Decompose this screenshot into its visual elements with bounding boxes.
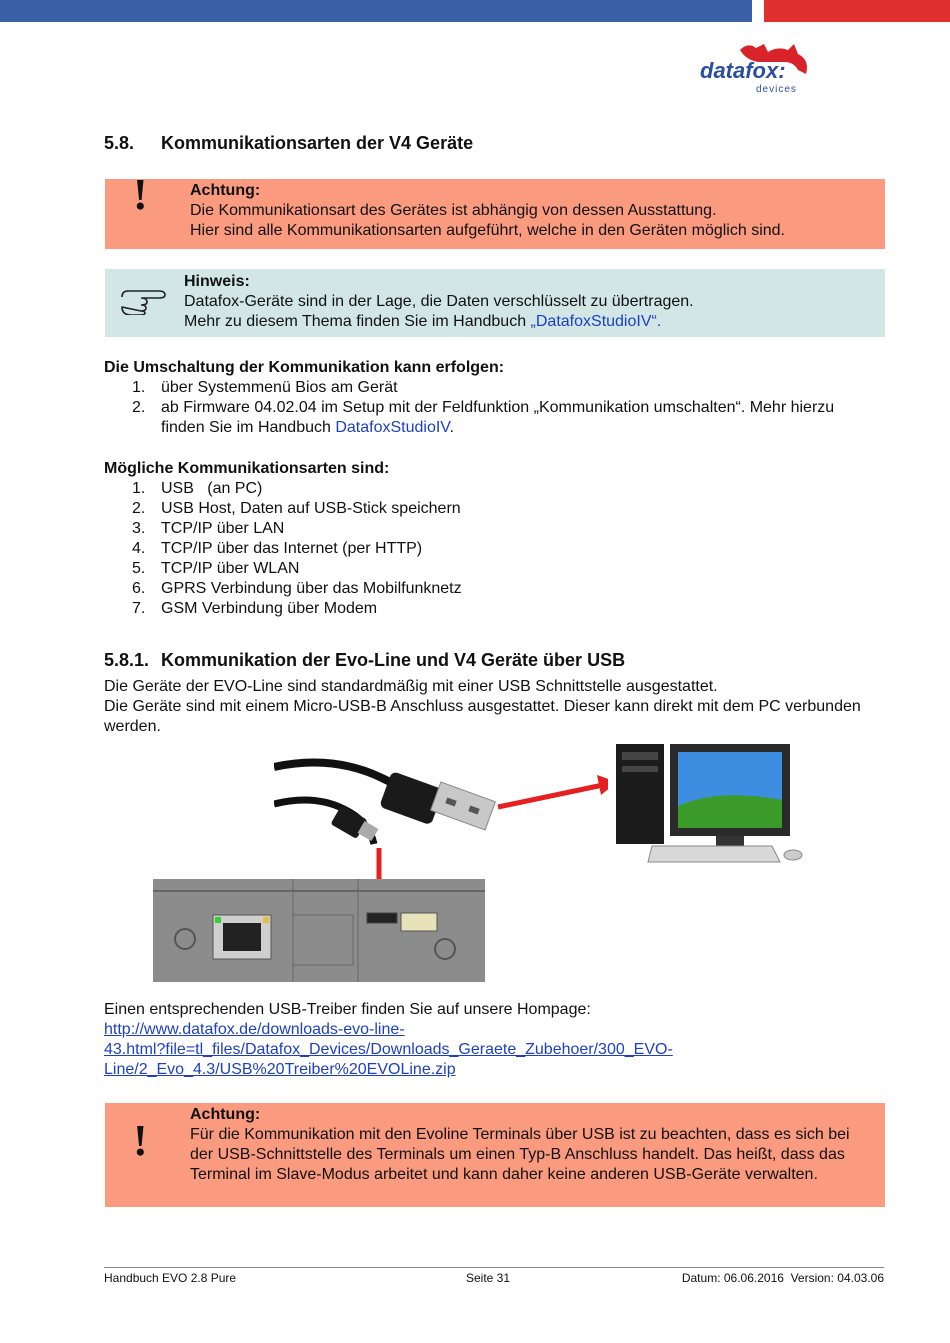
footer-manual: Handbuch EVO 2.8 Pure [104,1271,237,1285]
section-number: 5.8. [104,133,135,153]
list-text: GSM Verbindung über Modem [161,600,378,617]
list-number: 5. [132,560,146,577]
types-list [104,479,884,619]
usb-intro-line: Die Geräte sind mit einem Micro-USB-B Anschluss ausgestattet. Dieser kann direkt mit dem PC verbunden werden. [104,698,861,735]
usb-intro [104,677,884,737]
arrow-right-icon [495,775,620,815]
note-heading: Hinweis: [184,273,250,290]
driver-download-link[interactable]: 43.html?file=tl_files/Datafox_Devices/Downloads_Geraete_Zubehoer/300_EVO- [104,1041,673,1058]
list-number: 3. [132,520,146,537]
svg-text:datafox:: datafox: [700,58,786,83]
pointing-hand-icon [119,285,169,315]
warning-heading: Achtung: [190,182,261,199]
list-item [104,499,884,519]
subsection-heading [104,650,625,671]
device-ports-photo [153,879,485,982]
warning-line: Die Kommunikationsart des Gerätes ist abhängig von dessen Ausstattung. [190,202,717,219]
warning-line: Hier sind alle Kommunikationsarten aufgeführt, welche in den Geräten möglich sind. [190,222,785,239]
list-item [104,539,884,559]
note-box [105,269,885,337]
footer-page: Seite 31 [466,1271,511,1285]
section-title: Kommunikationsarten der V4 Geräte [161,133,474,153]
warning-box-2 [105,1103,885,1207]
driver-download-link[interactable]: Line/2_Evo_4.3/USB%20Treiber%20EVOLine.zip [104,1061,456,1078]
warning-heading: Achtung: [190,1106,261,1123]
list-text: TCP/IP über LAN [161,520,285,537]
footer-divider [104,1267,884,1268]
list-number: 2. [132,500,146,517]
note-line: Datafox-Geräte sind in der Lage, die Daten verschlüsselt zu übertragen. [184,293,694,310]
header-bar-red [764,0,950,22]
exclamation-icon: ! [133,1116,148,1165]
switching-list [104,378,884,438]
subsection-number: 5.8.1. [104,650,150,670]
types-heading: Mögliche Kommunikationsarten sind: [104,460,390,477]
warning-box-1 [105,170,885,249]
list-number: 6. [132,580,146,597]
list-item [104,519,884,539]
exclamation-icon: ! [133,170,148,219]
usb-cable-photo [274,749,498,849]
list-text: GPRS Verbindung über das Mobilfunknetz [161,580,462,597]
list-item [104,378,884,398]
list-number: 4. [132,540,146,557]
list-text: TCP/IP über WLAN [161,560,300,577]
list-text: ab Firmware 04.02.04 im Setup mit der Feldfunktion „Kommunikation umschalten“. Mehr hierzu finden Sie im Handbuch [161,399,835,436]
driver-download-link[interactable]: http://www.datafox.de/downloads-evo-line- [104,1021,405,1038]
subsection-title: Kommunikation der Evo-Line und V4 Geräte über USB [161,650,626,670]
svg-text:devices: devices [756,84,797,95]
list-text: über Systemmenü Bios am Gerät [161,379,398,396]
list-text: TCP/IP über das Internet (per HTTP) [161,540,423,557]
list-item [104,398,884,438]
driver-text: Einen entsprechenden USB-Treiber finden Sie auf unsere Hompage: [104,1001,591,1018]
section-heading [104,133,473,154]
list-text: USB (an PC) [161,480,263,497]
list-number: 1. [132,379,146,396]
computer-photo [608,738,804,866]
driver-section [104,1000,884,1080]
header-bar-blue [0,0,752,22]
list-item [104,579,884,599]
usb-intro-line: Die Geräte der EVO-Line sind standardmäßig mit einer USB Schnittstelle ausgestattet. [104,678,718,695]
list-number: 2. [132,399,146,416]
warning-text: Für die Kommunikation mit den Evoline Terminals über USB ist zu beachten, dass es sich bei der USB-Schnittstelle des Terminals um einen Typ-B Anschluss handelt. Das heißt, dass das Terminal im Slave-Modus arbeitet und kann daher keine anderen USB-Geräte verwalten. [190,1126,850,1183]
list-text: . [449,419,454,436]
list-item [104,479,884,499]
footer-date-version: Datum: 06.06.2016 Version: 04.03.06 [681,1271,884,1285]
list-item [104,559,884,579]
list-item [104,599,884,619]
switching-heading: Die Umschaltung der Kommunikation kann erfolgen: [104,359,505,376]
list-text: USB Host, Daten auf USB-Stick speichern [161,500,461,517]
handbook-link[interactable]: „DatafoxStudioIV“. [530,313,662,330]
switching-section [104,358,884,438]
types-section [104,459,884,619]
handbook-link[interactable]: DatafoxStudioIV [335,419,450,436]
list-number: 7. [132,600,146,617]
datafox-logo [698,40,823,98]
note-line: Mehr zu diesem Thema finden Sie im Handbuch [184,313,531,330]
list-number: 1. [132,480,146,497]
